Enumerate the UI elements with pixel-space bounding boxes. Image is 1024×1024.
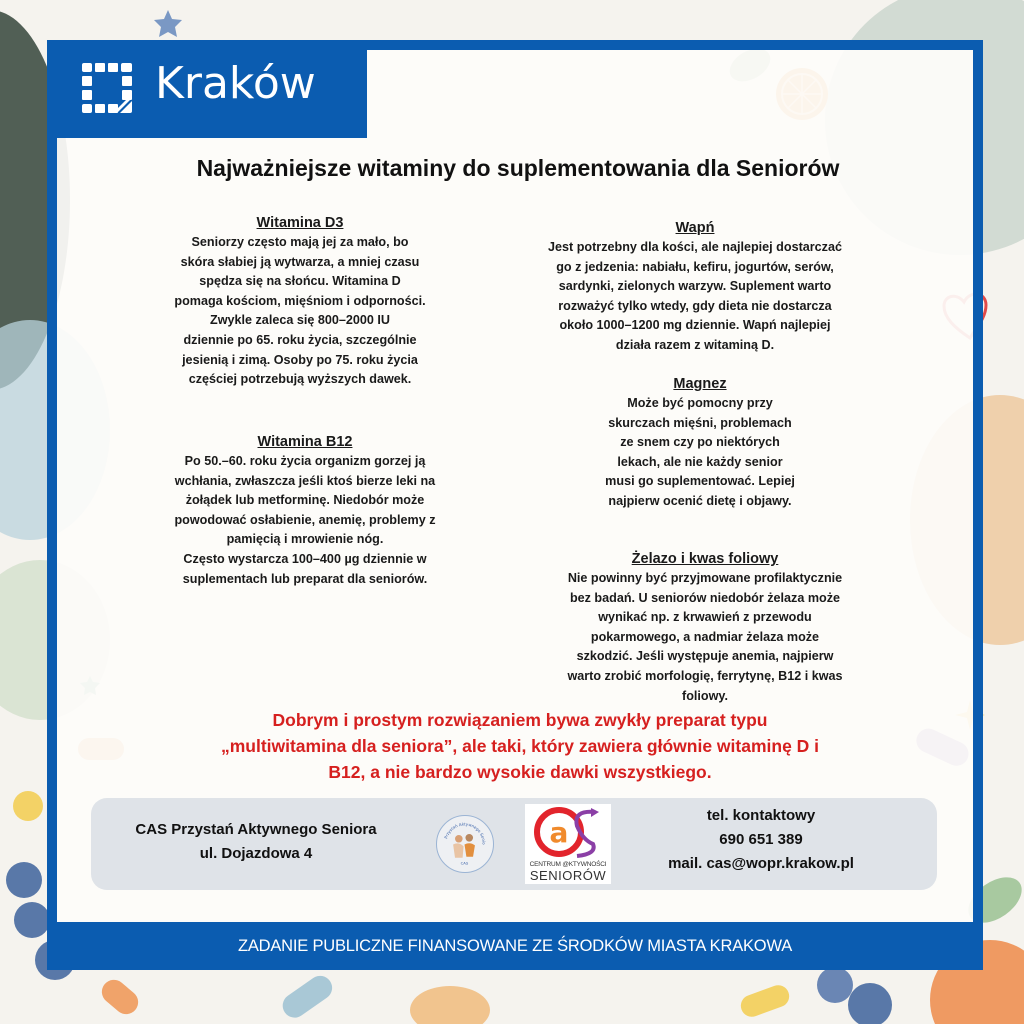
centrum-logo-caption-large: SENIORÓW [529, 868, 607, 883]
funding-footer-banner: ZADANIE PUBLICZNE FINANSOWANE ZE ŚRODKÓW MIASTA KRAKOWA [47, 922, 983, 970]
krakow-logo-icon [82, 63, 132, 113]
section-text-line: musi go suplementować. Lepiej [605, 474, 795, 489]
section-text-line: skóra słabiej ją wytwarza, a mniej czasu [180, 254, 420, 269]
section-magnesium [560, 374, 840, 512]
section-text-line: lekach, ale nie każdy senior [617, 454, 783, 469]
multivitamin-note [120, 707, 920, 785]
section-text-line: skurczach mięśni, problemach [608, 415, 792, 430]
yellow-capsule-icon [738, 982, 793, 1020]
note-line: „multiwitamina dla seniora”, ale taki, który zawiera głównie witaminę D i [220, 736, 820, 756]
contact-info [646, 804, 876, 876]
peach-pill-icon [97, 975, 143, 1019]
section-text-line: szkodzić. Jeśli występuje anemia, najpierw [576, 649, 834, 664]
section-text-line: spędza się na słońcu. Witamina D [199, 274, 401, 289]
section-text-line: powodować osłabienie, anemię, problemy z [174, 512, 436, 527]
section-heading: Magnez [673, 376, 727, 392]
section-text-line: częściej potrzebują wyższych dawek. [188, 372, 412, 387]
section-text-line: wynikać np. z krwawień z przewodu [598, 610, 812, 625]
blueberry-icon [848, 983, 892, 1024]
section-text-line: Nie powinny być przyjmowane profilaktycznie [567, 571, 843, 585]
section-heading: Witamina B12 [257, 434, 353, 450]
section-text-line: Po 50.–60. roku życia organizm gorzej ją [184, 454, 426, 468]
cas-logo-abbr: CAS [460, 860, 469, 866]
centrum-aktywnosci-seniorow-logo [525, 804, 611, 884]
yellow-pill-icon [13, 791, 43, 821]
star-top-icon [154, 10, 182, 37]
blueberry-icon [817, 967, 853, 1003]
section-iron-folic-acid [525, 549, 885, 706]
cas-seniors-illustration-icon [437, 816, 492, 871]
cas-logo [436, 815, 494, 873]
section-vitamin-b12 [130, 432, 480, 589]
section-text-line: jesienią i zimą. Osoby po 75. roku życia [182, 352, 418, 367]
at-s-logo-icon [525, 804, 611, 862]
section-text-line: sardynki, zielonych warzyw. Suplement warto [558, 279, 832, 294]
blueberry-icon [14, 902, 50, 938]
organization-name: CAS Przystań Aktywnego Seniora [135, 821, 377, 838]
section-text-line: warto zrobić morfologię, ferrytynę, B12 i kwas [567, 668, 843, 683]
section-heading: Wapń [675, 220, 715, 236]
section-text-line: bez badań. U seniorów niedobór żelaza może [569, 590, 841, 605]
section-text-line: Seniorzy często mają jej za mało, bo [191, 235, 409, 249]
section-text-line: suplementach lub preparat dla seniorów. [182, 571, 428, 586]
section-text-line: pomaga kościom, mięśniom i odporności. [174, 293, 426, 308]
section-text-line: Zwykle zaleca się 800–2000 IU [210, 313, 390, 328]
section-text-line: pamięcią i mrowienie nóg. [226, 532, 384, 547]
svg-text:a: a [549, 816, 569, 849]
phone-label: tel. kontaktowy [706, 807, 816, 824]
section-text-line: Jest potrzebny dla kości, ale najlepiej dostarczać [548, 240, 842, 254]
section-heading: Żelazo i kwas foliowy [631, 551, 779, 567]
cas-logo-ring-text: Przystań Aktywnego Senio [443, 821, 487, 845]
section-heading: Witamina D3 [256, 215, 344, 231]
section-text-line: około 1000–1200 mg dziennie. Wapń najlepiej [559, 318, 831, 333]
organization-info [111, 818, 401, 866]
section-text-line: Często wystarcza 100–400 µg dziennie w [183, 551, 427, 566]
section-text-line: go z jedzenia: nabiału, kefiru, jogurtów, serów, [556, 259, 834, 274]
blue-capsule-icon [278, 971, 337, 1022]
section-calcium [510, 218, 880, 356]
section-text-line: działa razem z witaminą D. [615, 337, 775, 352]
tan-pill-icon [410, 986, 490, 1024]
phone-number[interactable]: 690 651 389 [719, 831, 803, 848]
section-text-line: foliowy. [682, 688, 728, 703]
contact-box [91, 798, 937, 890]
section-text-line: ze snem czy po niektórych [620, 435, 780, 450]
centrum-logo-caption-small: CENTRUM @KTYWNOŚCI [529, 861, 607, 868]
section-text-line: wchłania, zwłaszcza jeśli ktoś bierze leki na [174, 473, 436, 488]
section-text-line: najpierw ocenić dietę i objawy. [608, 493, 792, 508]
krakow-logo-box [47, 40, 367, 138]
section-text-line: Może być pomocny przy [627, 396, 773, 410]
section-text-line: pokarmowego, a nadmiar żelaza może [590, 629, 820, 644]
note-line: Dobrym i prostym rozwiązaniem bywa zwykły preparat typu [272, 710, 768, 730]
blueberry-icon [6, 862, 42, 898]
section-text-line: dziennie po 65. roku życia, szczególnie [183, 332, 417, 347]
note-line: B12, a nie bardzo wysokie dawki wszystkiego. [328, 762, 712, 782]
section-text-line: rozważyć tylko wtedy, gdy dieta nie dostarcza [558, 298, 832, 313]
section-text-line: żołądek lub metforminę. Niedobór może [185, 493, 425, 508]
section-vitamin-d3 [130, 213, 470, 390]
page-title: Najważniejsze witaminy do suplementowania dla Seniorów [196, 155, 840, 181]
organization-address: ul. Dojazdowa 4 [199, 845, 313, 862]
krakow-logo-text: Kraków [155, 58, 316, 109]
email-address[interactable]: mail. cas@wopr.krakow.pl [668, 855, 854, 872]
